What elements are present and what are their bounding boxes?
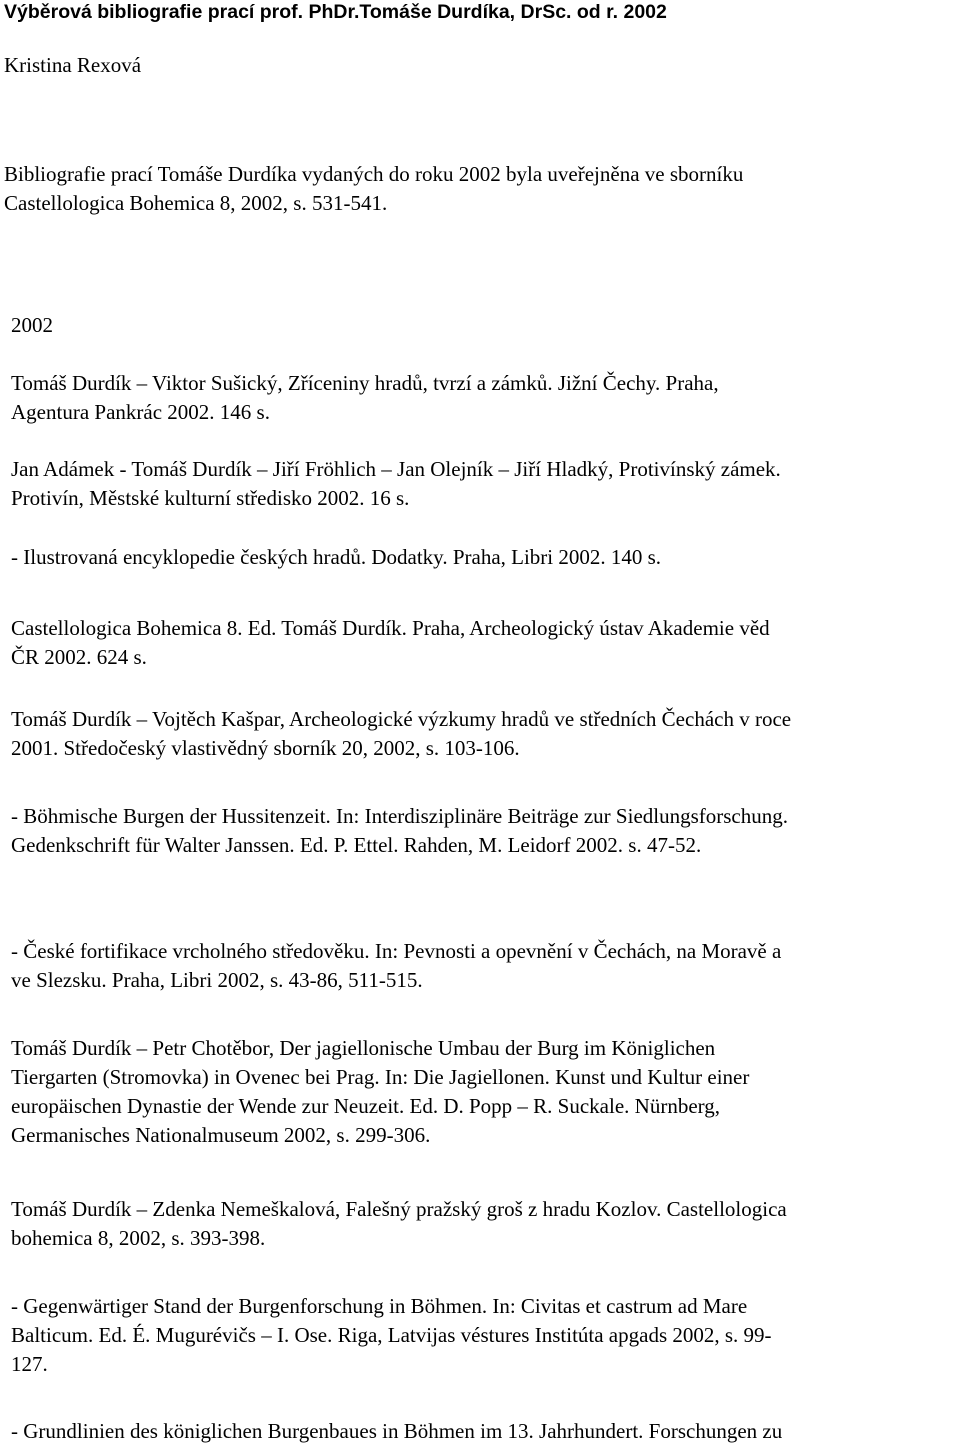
entry-line: Agentura Pankrác 2002. 146 s. — [11, 400, 270, 424]
entry-line: Gedenkschrift für Walter Janssen. Ed. P. Ettel. Rahden, M. Leidorf 2002. s. 47-52. — [11, 833, 702, 857]
entry-line: - Ilustrovaná encyklopedie českých hradů. Dodatky. Praha, Libri 2002. 140 s. — [11, 545, 662, 569]
bibliography-entry — [11, 937, 781, 995]
entry-line: Tomáš Durdík – Petr Chotěbor, Der jagiellonische Umbau der Burg im Königlichen — [11, 1036, 716, 1060]
bibliography-entry — [11, 1195, 787, 1253]
bibliography-entry — [11, 455, 781, 513]
year-heading-text: 2002 — [11, 313, 53, 337]
author-name — [4, 51, 141, 80]
bibliography-entry — [11, 369, 719, 427]
entry-line: Tomáš Durdík – Zdenka Nemeškalová, Falešný pražský groš z hradu Kozlov. Castellologica — [11, 1197, 787, 1221]
bibliography-entry — [11, 543, 661, 572]
intro-line: Bibliografie prací Tomáše Durdíka vydaných do roku 2002 byla uveřejněna ve sborníku — [4, 162, 744, 186]
year-heading — [11, 311, 53, 340]
bibliography-entry — [11, 1417, 782, 1446]
bibliography-entry — [11, 705, 791, 763]
entry-line: ve Slezsku. Praha, Libri 2002, s. 43-86, 511-515. — [11, 968, 423, 992]
author-line: Kristina Rexová — [4, 53, 142, 77]
entry-line: Jan Adámek - Tomáš Durdík – Jiří Fröhlich – Jan Olejník – Jiří Hladký, Protivínský zámek. — [11, 457, 781, 481]
bibliography-entry — [11, 1034, 749, 1150]
entry-line: ČR 2002. 624 s. — [11, 645, 147, 669]
entry-line: bohemica 8, 2002, s. 393-398. — [11, 1226, 266, 1250]
entry-line: Protivín, Městské kulturní středisko 2002. 16 s. — [11, 486, 410, 510]
entry-line: - Grundlinien des königlichen Burgenbaues in Böhmen im 13. Jahrhundert. Forschungen zu — [11, 1419, 783, 1443]
intro-line: Castellologica Bohemica 8, 2002, s. 531-541. — [4, 191, 388, 215]
entry-line: europäischen Dynastie der Wende zur Neuzeit. Ed. D. Popp – R. Suckale. Nürnberg, — [11, 1094, 721, 1118]
entry-line: Germanisches Nationalmuseum 2002, s. 299-306. — [11, 1123, 431, 1147]
bibliography-entry — [11, 802, 788, 860]
entry-line: Tiergarten (Stromovka) in Ovenec bei Prag. In: Die Jagiellonen. Kunst und Kultur einer — [11, 1065, 750, 1089]
entry-line: Tomáš Durdík – Vojtěch Kašpar, Archeologické výzkumy hradů ve středních Čechách v roce — [11, 707, 792, 731]
entry-line: - Böhmische Burgen der Hussitenzeit. In: Interdisziplinäre Beiträge zur Siedlungsforschung. — [11, 804, 788, 828]
entry-line: - České fortifikace vrcholného středověku. In: Pevnosti a opevnění v Čechách, na Moravě a — [11, 939, 782, 963]
entry-line: 127. — [11, 1352, 48, 1376]
entry-line: Tomáš Durdík – Viktor Sušický, Zříceniny hradů, tvrzí a zámků. Jižní Čechy. Praha, — [11, 371, 719, 395]
intro-paragraph — [4, 160, 743, 218]
entry-line: Balticum. Ed. É. Mugurévičs – I. Ose. Riga, Latvijas véstures Institúta apgads 2002, s. 99- — [11, 1323, 772, 1347]
entry-line: - Gegenwärtiger Stand der Burgenforschung in Böhmen. In: Civitas et castrum ad Mare — [11, 1294, 748, 1318]
bibliography-entry — [11, 1292, 772, 1379]
page-title: Výběrová bibliografie prací prof. PhDr.Tomáše Durdíka, DrSc. od r. 2002 — [4, 1, 667, 23]
bibliography-entry — [11, 614, 770, 672]
entry-line: 2001. Středočeský vlastivědný sborník 20, 2002, s. 103-106. — [11, 736, 520, 760]
entry-line: Castellologica Bohemica 8. Ed. Tomáš Durdík. Praha, Archeologický ústav Akademie věd — [11, 616, 770, 640]
